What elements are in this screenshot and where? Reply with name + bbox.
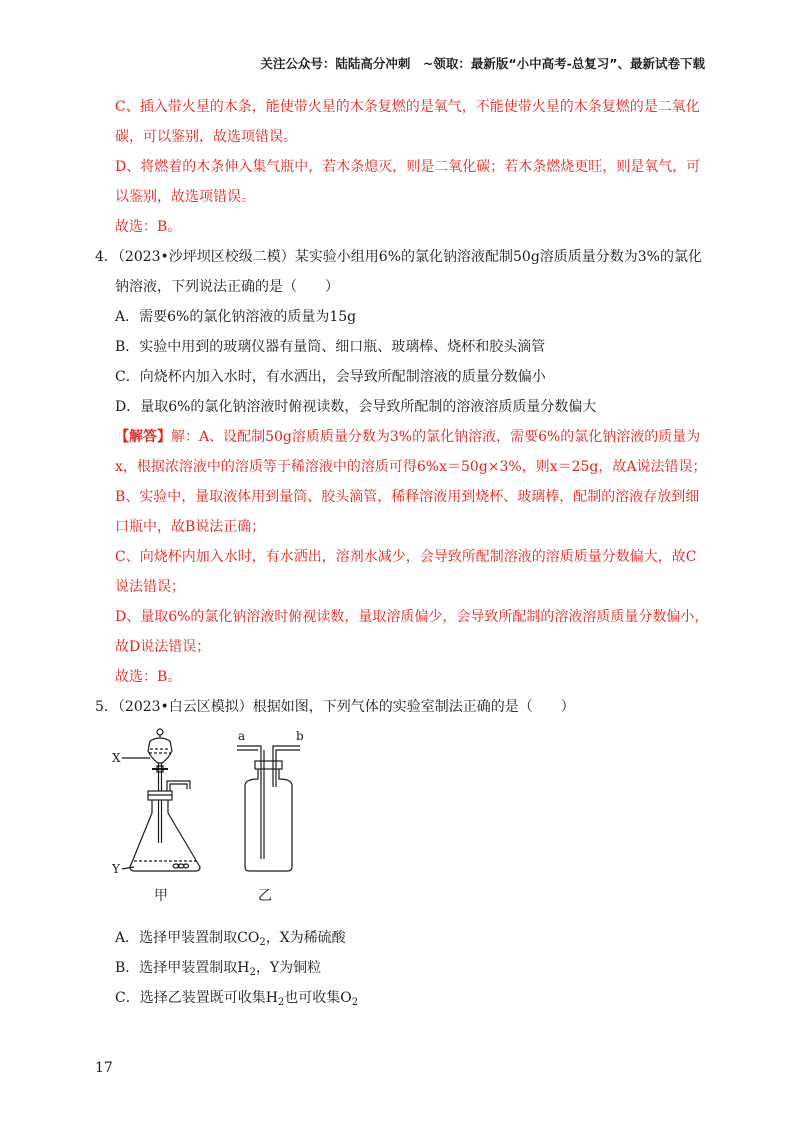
prev-answer: 故选：B。 — [115, 219, 182, 235]
prev-solution-line: 碳，可以鉴别，故选项错误。 — [115, 129, 297, 145]
subscript: 2 — [259, 937, 266, 948]
prev-solution-line: D、将燃着的木条伸入集气瓶中，若木条熄灭，则是二氧化碳；若木条燃烧更旺，则是氧气，可 — [115, 159, 701, 175]
q5-option-b — [0, 953, 800, 983]
q4-stem-cont: 钠溶液，下列说法正确的是（ ） — [115, 279, 339, 295]
solution-text: 解：A、设配制50g溶质质量分数为3%的氯化钠溶液，需要6%的氯化钠溶液的质量为 — [171, 429, 701, 445]
apparatus-figure — [110, 725, 310, 907]
q4-option-b: B．实验中用到的玻璃仪器有量筒、细口瓶、玻璃棒、烧杯和胶头滴管 — [115, 339, 546, 355]
subscript: 2 — [351, 997, 359, 1008]
q5-options — [0, 923, 800, 1013]
option-text: C．选择乙装置既可收集H — [115, 990, 278, 1006]
solution-label: 【解答】 — [115, 429, 171, 445]
q4-answer: 故选：B。 — [115, 669, 182, 685]
label-y: Y — [112, 862, 120, 876]
q4-solution-line: 故D说法错误； — [115, 639, 211, 655]
page-number: 17 — [95, 1060, 113, 1076]
label-x: X — [112, 751, 121, 765]
subscript: 2 — [249, 967, 256, 978]
option-text: A．选择甲装置制取CO — [115, 930, 260, 946]
prev-solution-line: 以鉴别，故选项错误。 — [115, 189, 255, 205]
q5-option-c — [0, 983, 800, 1013]
content-block — [0, 92, 800, 722]
q4-solution-line: C、向烧杯内加入水时，有水洒出，溶剂水减少，会导致所配制溶液的溶质质量分数偏大，故C — [115, 549, 697, 565]
q4-solution-line: B、实验中，量取液体用到量筒、胶头滴管，稀释溶液用到烧杯、玻璃棒，配制的溶液存放到细 — [115, 489, 700, 505]
label-b: b — [296, 729, 304, 743]
label-a: a — [238, 729, 246, 743]
option-text: ，Y为铜粒 — [255, 960, 322, 976]
q4-solution-line: 说法错误； — [115, 579, 185, 595]
q4-solution-line — [0, 422, 800, 452]
option-text: ，X为稀硫酸 — [265, 930, 346, 946]
q4-option-a: A．需要6%的氯化钠溶液的质量为15g — [115, 309, 357, 325]
q4-option-d: D．量取6%的氯化钠溶液时俯视读数，会导致所配制的溶液溶质质量分数偏大 — [115, 399, 597, 415]
q4-solution-line: x，根据浓溶液中的溶质等于稀溶液中的溶质可得6%x＝50g×3%，则x＝25g，故A说法错误； — [115, 459, 707, 475]
q4-solution-line: D、量取6%的氯化钠溶液时俯视读数，量取溶质偏少，会导致所配制的溶液溶质质量分数偏小， — [115, 609, 709, 625]
page-header: 关注公众号：陆陆高分冲刺 ~领取：最新版“小中高考-总复习”、最新试卷下载 — [260, 56, 705, 71]
caption-yi: 乙 — [258, 888, 272, 904]
q5-stem: 5．（2023•白云区模拟）根据如图，下列气体的实验室制法正确的是（ ） — [95, 699, 575, 715]
subscript: 2 — [277, 997, 285, 1008]
option-text: B．选择甲装置制取H — [115, 960, 250, 976]
option-text: 也可收集O — [284, 990, 352, 1006]
q5-option-a — [0, 923, 800, 953]
prev-solution-line: C、插入带火星的木条，能使带火星的木条复燃的是氧气，不能使带火星的木条复燃的是二氧化 — [115, 99, 700, 115]
q4-option-c: C．向烧杯内加入水时，有水洒出，会导致所配制溶液的质量分数偏小 — [115, 369, 546, 385]
caption-jia: 甲 — [154, 888, 168, 904]
q4-solution-line: 口瓶中，故B说法正确； — [115, 519, 266, 535]
q4-stem: 4．（2023•沙坪坝区校级二模）某实验小组用6%的氯化钠溶液配制50g溶质质量分数为3%的氯化 — [95, 249, 702, 265]
flask-apparatus-jia — [122, 729, 200, 871]
gas-bottle-yi — [237, 746, 300, 871]
